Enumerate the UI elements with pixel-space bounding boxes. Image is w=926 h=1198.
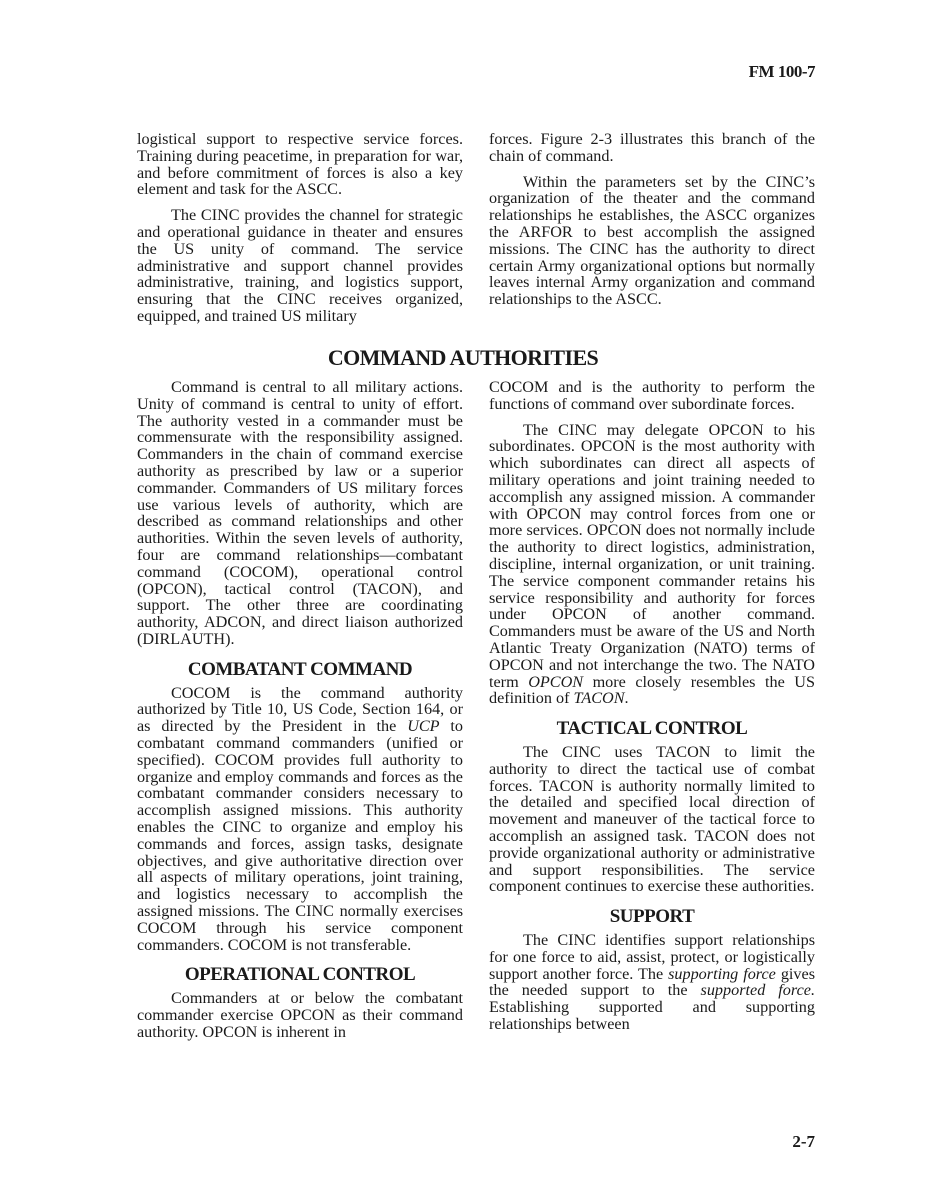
section-title: COMMAND AUTHORITIES <box>327 345 599 370</box>
subsection-heading: TACTICAL CONTROL <box>556 718 748 740</box>
subsection-heading: OPERATIONAL CONTROL <box>184 964 416 986</box>
top-right-column <box>489 131 815 317</box>
paragraph: logistical support to respective service forces. Training during peacetime, in preparation for war, and before commitment of forces is also a key element and task for the ASCC. <box>137 130 463 199</box>
top-left-column <box>137 131 463 334</box>
paragraph: The CINC uses TACON to limit the authority to direct the tactical use of combat forces. TACON is authority normally limited to the detailed and specified local direction of movement and maneuver of the tactical force to accomplish an assigned task. TACON does not provide organizational authority or administrative and support responsibilities. The service component continues to exercise these authorities. <box>489 742 815 896</box>
left-column <box>137 379 463 1049</box>
paragraph: Commanders at or below the combatant commander exercise OPCON as their command authority. OPCON is inherent in <box>137 989 463 1041</box>
running-header: FM 100-7 <box>748 62 815 81</box>
subsection-heading: COMBATANT COMMAND <box>187 658 413 680</box>
subsection-heading: SUPPORT <box>609 906 695 928</box>
paragraph: Command is central to all military actions. Unity of command is central to unity of effort. The authority vested in a commander must be commensurate with the responsibility assigned. Commanders in the chain of command exercise authority as prescribed by law or a superior commander. Commanders of US military forces use various levels of authority, which are described as command relationships and other authorities. Within the seven levels of authority, four are command relationships—combatant command (COCOM), operational control (OPCON), tactical control (TACON), and support. The other three are coordinating authority, ADCON, and direct liaison authorized (DIRLAUTH). <box>137 378 463 648</box>
right-column <box>489 379 815 1042</box>
paragraph: Within the parameters set by the CINC’s organization of the theater and the command relationships he establishes, the ASCC organizes the ARFOR to best accomplish the assigned missions. The CINC has the authority to direct certain Army organizational options but normally leaves internal Army organization and command relationships to the ASCC. <box>489 172 815 309</box>
paragraph: The CINC may delegate OPCON to his subordinates. OPCON is the most authority with which subordinates can direct all aspects of military operations and joint training needed to accomplish any assigned mission. A commander with OPCON may control forces from one or more services. OPCON does not normally include the authority to direct logistics, administration, discipline, internal organization, or unit training. The service component commander retains his service responsibility and authority for forces under OPCON of another command. Commanders must be aware of the US and North Atlantic Treaty Organization (NATO) terms of OPCON and not interchange the two. The NATO term OPCON more closely resembles the US definition of TACON. <box>489 420 815 708</box>
paragraph: COCOM is the command authority authorized by Title 10, US Code, Section 164, or as directed by the President in the UCP to combatant command commanders (unified or specified). COCOM provides full authority to organize and employ commands and forces as the combatant commander considers necessary to accomplish assigned missions. This authority enables the CINC to organize and employ his commands and forces, assign tasks, designate objectives, and give authoritative direction over all aspects of military operations, joint training, and logistics necessary to accomplish the assigned missions. The CINC normally exercises COCOM through his service component commanders. COCOM is not transferable. <box>137 683 464 954</box>
paragraph: The CINC identifies support relationships for one force to aid, assist, protect, or logistically support another force. The supporting force gives the needed support to the supported force. Establishing supported and supporting relationships between <box>489 930 815 1033</box>
page-number: 2-7 <box>792 1132 815 1151</box>
paragraph: The CINC provides the channel for strategic and operational guidance in theater and ensures the US unity of command. The service administrative and support channel provides administrative, training, and logistics support, ensuring that the CINC receives organized, equipped, and trained US military <box>137 206 463 325</box>
paragraph: forces. Figure 2-3 illustrates this branch of the chain of command. <box>489 130 815 165</box>
paragraph: COCOM and is the authority to perform the functions of command over subordinate forces. <box>489 378 815 413</box>
